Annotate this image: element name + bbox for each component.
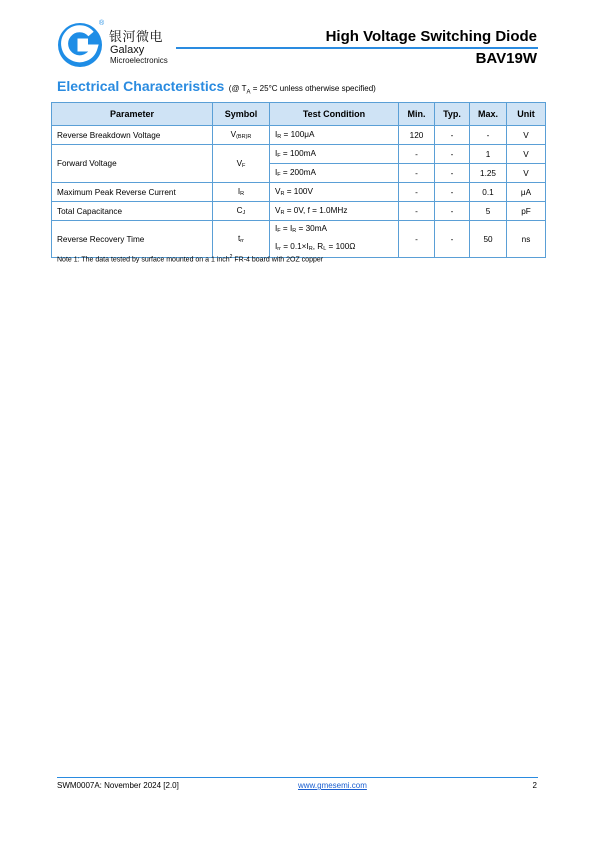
max-cell: - [470,126,507,145]
symbol-cell: trr [213,221,270,258]
column-header: Max. [470,103,507,126]
table-row [52,183,546,202]
test-condition-line: Irr = 0.1×IR, RL = 100Ω [275,242,356,252]
unit-cell: V [507,145,546,164]
parameter-cell: Reverse Breakdown Voltage [52,126,213,145]
unit-cell: V [507,164,546,183]
test-condition-cell: IF = 200mA [270,164,399,183]
table-row [52,145,546,164]
brand-name-line1: Galaxy [110,44,145,56]
column-header: Symbol [213,103,270,126]
typ-cell: - [435,145,470,164]
company-logo [57,22,177,68]
test-condition-line: IF = IR = 30mA [275,224,327,234]
electrical-characteristics-table [51,102,546,258]
parameter-cell: Total Capacitance [52,202,213,221]
symbol-cell: IR [213,183,270,202]
test-condition-cell: IF = 100mA [270,145,399,164]
test-condition-cell: IR = 100μA [270,126,399,145]
table-row [52,221,546,258]
parameter-cell: Maximum Peak Reverse Current [52,183,213,202]
document-id: SWM0007A: November 2024 [2.0] [57,781,179,790]
section-heading [57,78,376,96]
min-cell: 120 [399,126,435,145]
table-row [52,202,546,221]
website-link[interactable]: www.gmesemi.com [298,781,367,790]
unit-cell: pF [507,202,546,221]
page-number: 2 [532,781,537,790]
brand-name-cn: 银河微电 [109,29,164,44]
header-divider [176,47,538,49]
brand-name-line2: Microelectronics [110,56,168,65]
column-header: Unit [507,103,546,126]
column-header: Test Condition [270,103,399,126]
unit-cell: V [507,126,546,145]
min-cell: - [399,145,435,164]
registered-mark: ® [99,20,105,27]
typ-cell: - [435,202,470,221]
section-title: Electrical Characteristics [57,78,225,94]
max-cell: 0.1 [470,183,507,202]
parameter-cell: Reverse Recovery Time [52,221,213,258]
unit-cell: μA [507,183,546,202]
part-number: BAV19W [475,50,537,67]
typ-cell: - [435,183,470,202]
min-cell: - [399,164,435,183]
footer-divider [57,777,538,778]
section-condition: (@ $T_A = 25^\circ C$ unless otherwise specified) [228,84,376,96]
typ-cell: - [435,221,470,258]
test-condition-cell: VR = 100V [270,183,399,202]
test-condition-cell: VR = 0V, f = 1.0MHz [270,202,399,221]
max-cell: 5 [470,202,507,221]
galaxy-g-logo-icon [57,22,103,68]
column-header: Min. [399,103,435,126]
test-condition-cell [270,221,399,258]
min-cell: - [399,183,435,202]
symbol-cell: V(BR)R [213,126,270,145]
parameter-cell: Forward Voltage [52,145,213,183]
unit-cell: ns [507,221,546,258]
typ-cell: - [435,126,470,145]
document-title: High Voltage Switching Diode [325,28,537,45]
typ-cell: - [435,164,470,183]
max-cell: 1.25 [470,164,507,183]
table-header-row [52,103,546,126]
table-row [52,126,546,145]
table-note: Note 1: The data tested by surface mounted on a 1 inch$^2$ FR-4 board with 2OZ copper [57,254,324,264]
symbol-cell: CJ [213,202,270,221]
max-cell: 1 [470,145,507,164]
column-header: Parameter [52,103,213,126]
column-header: Typ. [435,103,470,126]
min-cell: - [399,221,435,258]
min-cell: - [399,202,435,221]
max-cell: 50 [470,221,507,258]
symbol-cell: VF [213,145,270,183]
